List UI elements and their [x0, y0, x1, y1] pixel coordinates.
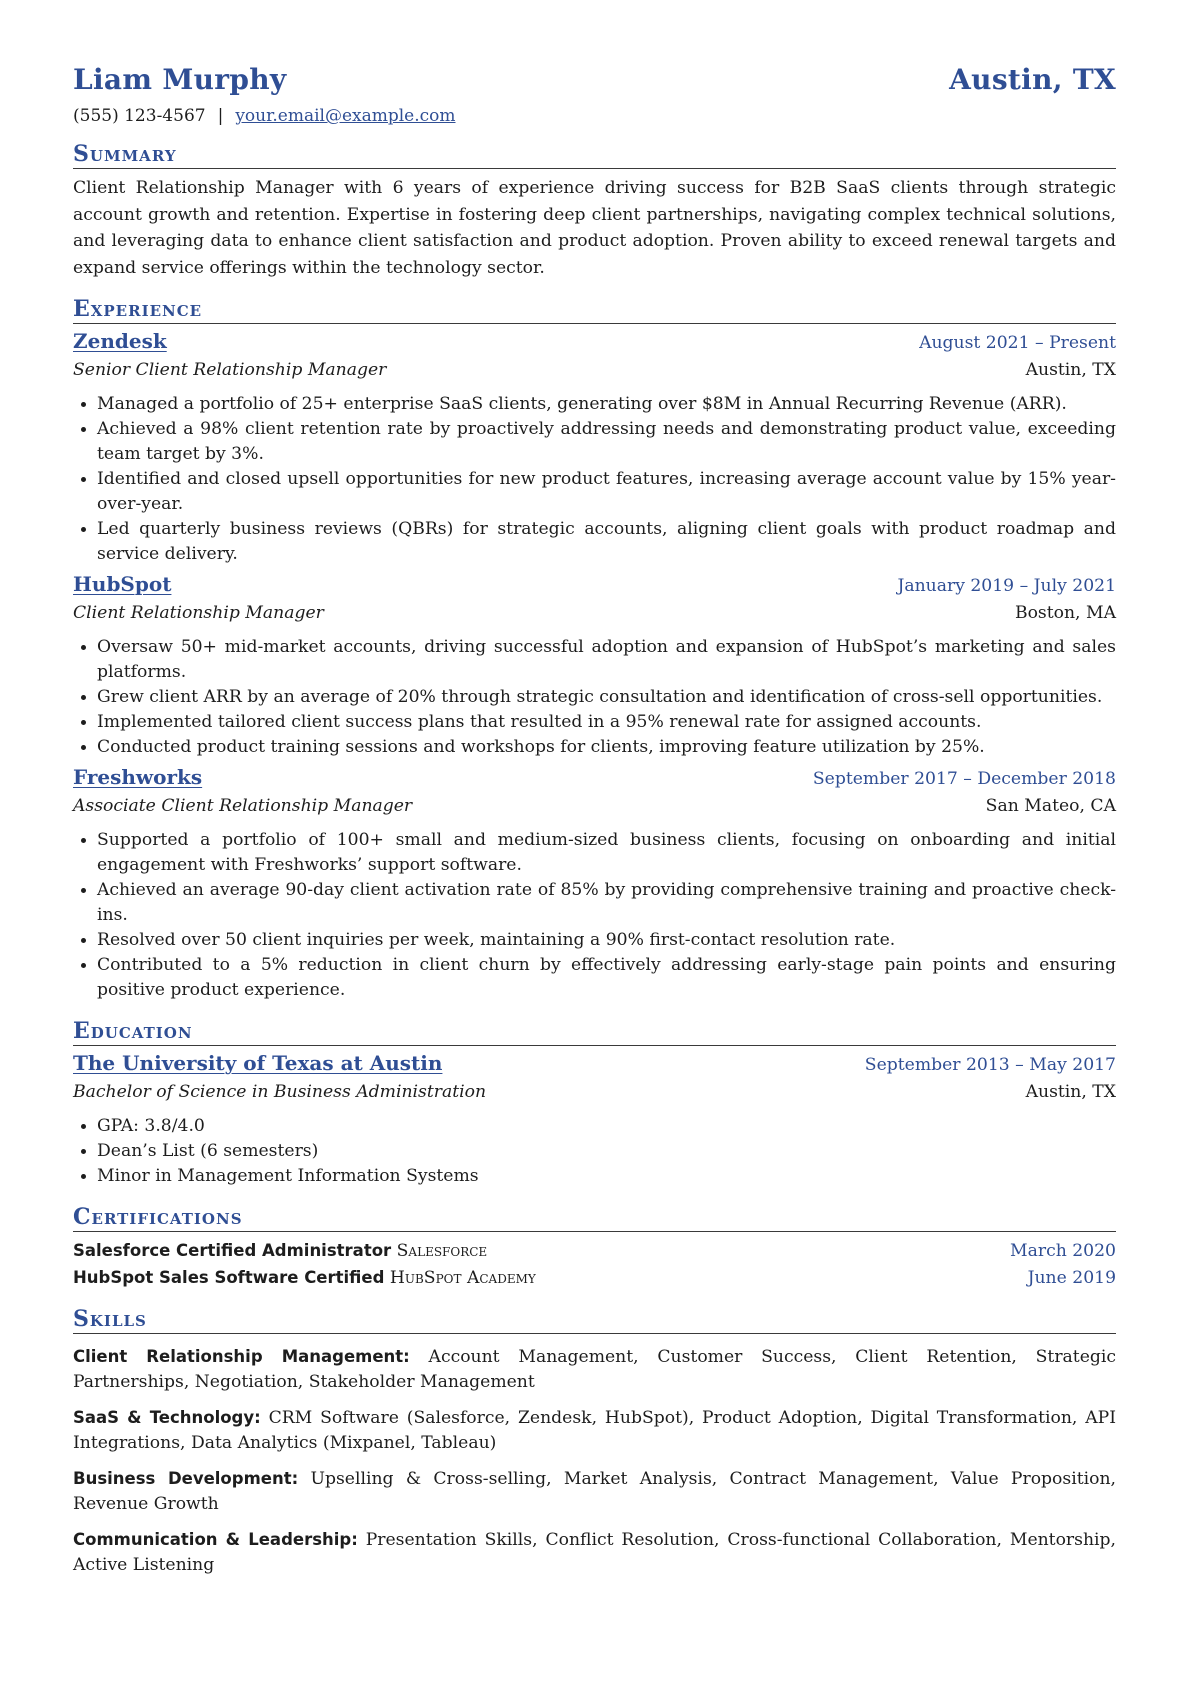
job-role-row — [73, 793, 1116, 820]
certification-issuer: Salesforce — [396, 1241, 488, 1261]
bullet-item: • Resolved over 50 client inquiries per week, maintaining a 90% first-contact resolution rate. — [97, 928, 1116, 953]
certification-date: June 2019 — [1027, 1267, 1116, 1288]
bullet-item: • Conducted product training sessions and workshops for clients, improving feature utilization by 25%. — [97, 735, 1116, 760]
education-degree-row — [73, 1079, 1116, 1106]
job-title: Senior Client Relationship Manager — [73, 360, 387, 380]
certification-date: March 2020 — [1010, 1241, 1116, 1261]
skill-group-text: CRM Software (Salesforce, Zendesk, HubSpot), Product Adoption, Digital Transformation, API Integrations, Data Analytics (Mixpanel, Tableau) — [73, 1408, 1116, 1453]
skill-group-label: Client Relationship Management: — [73, 1347, 410, 1366]
certification-issuer: HubSpot Academy — [389, 1267, 536, 1288]
company-link[interactable]: Zendesk — [73, 329, 167, 353]
summary-section — [73, 140, 1116, 281]
skill-group-text: Account Management, Customer Success, Client Retention, Strategic Partnerships, Negotiation, Stakeholder Management — [73, 1347, 1116, 1392]
certification-list — [73, 1238, 1116, 1291]
skill-group-text: Presentation Skills, Conflict Resolution, Cross-functional Collaboration, Mentorship, Active Listening — [73, 1530, 1117, 1575]
job-entry — [73, 571, 1116, 760]
skill-group-text: Upselling & Cross-selling, Market Analysis, Contract Management, Value Proposition, Revenue Growth — [73, 1469, 1116, 1514]
certifications-section — [73, 1203, 1116, 1291]
job-bullets — [73, 828, 1116, 1003]
bullet-item: • Supported a portfolio of 100+ small and medium-sized business clients, focusing on onboarding and initial engagement with Freshworks’ support software. — [97, 828, 1116, 878]
job-dates: August 2021 – Present — [919, 333, 1116, 353]
education-entry — [73, 1050, 1116, 1189]
skill-group-label: Communication & Leadership: — [73, 1530, 358, 1549]
section-title-certifications: Certifications — [73, 1203, 1116, 1232]
bullet-item: • Identified and closed upsell opportunities for new product features, increasing average account value by 15% year-over-year. — [97, 467, 1116, 517]
resume-header — [73, 63, 1116, 96]
school-link[interactable]: The University of Texas at Austin — [73, 1051, 443, 1075]
job-location: Boston, MA — [1014, 603, 1116, 623]
job-header-row — [73, 328, 1116, 357]
job-bullets — [73, 392, 1116, 567]
certification-row — [73, 1265, 1116, 1292]
phone-number: (555) 123-4567 — [73, 106, 206, 126]
bullet-item: • Contributed to a 5% reduction in client churn by effectively addressing early-stage pain points and ensuring positive product experience. — [97, 953, 1116, 1003]
bullet-item: • Minor in Management Information Systems — [97, 1164, 1116, 1189]
job-location: San Mateo, CA — [985, 796, 1116, 816]
job-dates: September 2017 – December 2018 — [812, 769, 1116, 789]
bullet-item: • Oversaw 50+ mid-market accounts, driving successful adoption and expansion of HubSpot’s marketing and sales platforms. — [97, 635, 1116, 685]
candidate-location: Austin, TX — [949, 63, 1116, 96]
job-entry — [73, 764, 1116, 1003]
section-title-education: Education — [73, 1017, 1116, 1046]
education-section — [73, 1017, 1116, 1189]
section-title-experience: Experience — [73, 295, 1116, 324]
skill-group — [73, 1527, 1116, 1578]
skill-group-label: SaaS & Technology: — [73, 1408, 261, 1427]
summary-text: Client Relationship Manager with 6 years of experience driving success for B2B SaaS clients through strategic account growth and retention. Expertise in fostering deep client partnerships, navigating complex technical solutions, and leveraging data to enhance client satisfaction and product adoption. Proven ability to exceed renewal targets and expand service offerings within the technology sector. — [73, 178, 1116, 278]
job-role-row — [73, 357, 1116, 384]
company-link[interactable]: Freshworks — [73, 765, 203, 789]
degree-title: Bachelor of Science in Business Administration — [73, 1082, 487, 1102]
bullet-item: • Achieved a 98% client retention rate by proactively addressing needs and demonstrating product value, exceeding team target by 3%. — [97, 417, 1116, 467]
bullet-item: • Led quarterly business reviews (QBRs) for strategic accounts, aligning client goals with product roadmap and service delivery. — [97, 517, 1116, 567]
job-title: Associate Client Relationship Manager — [73, 796, 413, 816]
certification-row — [73, 1238, 1116, 1265]
education-bullets — [73, 1114, 1116, 1189]
education-dates: September 2013 – May 2017 — [864, 1055, 1116, 1075]
experience-section — [73, 295, 1116, 1003]
skill-group — [73, 1466, 1116, 1517]
job-role-row — [73, 600, 1116, 627]
contact-separator: | — [217, 106, 224, 126]
company-link[interactable]: HubSpot — [73, 572, 172, 596]
bullet-item: • GPA: 3.8/4.0 — [97, 1114, 1116, 1139]
certification-name: HubSpot Sales Software Certified — [73, 1267, 385, 1287]
job-bullets — [73, 635, 1116, 760]
skill-group-label: Business Development: — [73, 1469, 299, 1488]
email-link[interactable]: your.email@example.com — [235, 106, 456, 126]
education-location: Austin, TX — [1025, 1082, 1116, 1102]
bullet-item: • Grew client ARR by an average of 20% through strategic consultation and identification of cross-sell opportunities. — [97, 685, 1116, 710]
bullet-item: • Implemented tailored client success plans that resulted in a 95% renewal rate for assigned accounts. — [97, 710, 1116, 735]
bullet-item: • Managed a portfolio of 25+ enterprise SaaS clients, generating over $8M in Annual Recurring Revenue (ARR). — [97, 392, 1116, 417]
job-header-row — [73, 764, 1116, 793]
skills-section — [73, 1305, 1116, 1578]
education-header-row — [73, 1050, 1116, 1079]
skill-group — [73, 1344, 1116, 1395]
job-dates: January 2019 – July 2021 — [897, 576, 1116, 596]
bullet-item: • Achieved an average 90-day client activation rate of 85% by providing comprehensive training and proactive check-ins. — [97, 878, 1116, 928]
job-header-row — [73, 571, 1116, 600]
contact-line — [73, 106, 1116, 126]
job-entry — [73, 328, 1116, 567]
bullet-item: • Dean’s List (6 semesters) — [97, 1139, 1116, 1164]
certification-name: Salesforce Certified Administrator — [73, 1241, 392, 1260]
candidate-name: Liam Murphy — [73, 63, 287, 96]
skill-group — [73, 1405, 1116, 1456]
section-title-summary: Summary — [73, 140, 1116, 169]
job-title: Client Relationship Manager — [73, 603, 324, 623]
job-location: Austin, TX — [1025, 360, 1116, 380]
section-title-skills: Skills — [73, 1305, 1116, 1334]
